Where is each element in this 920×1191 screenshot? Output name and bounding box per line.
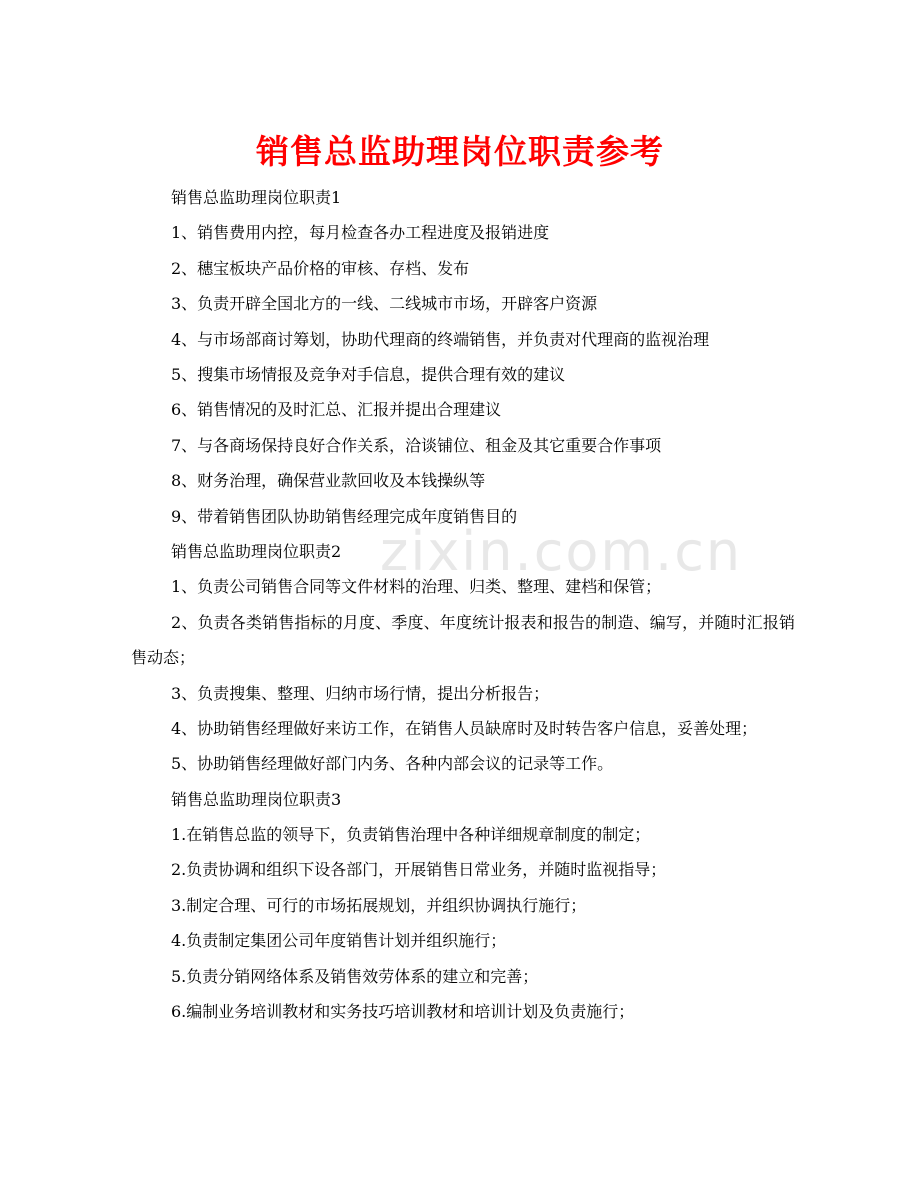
- paragraph: 3、负责开辟全国北方的一线、二线城市市场，开辟客户资源: [171, 294, 598, 314]
- paragraph: 7、与各商场保持良好合作关系，洽谈铺位、租金及其它重要合作事项: [171, 435, 662, 455]
- paragraph: 5.负责分销网络体系及销售效劳体系的建立和完善；: [171, 966, 539, 986]
- section-heading-3: 销售总监助理岗位职责3: [171, 789, 342, 809]
- paragraph: 6.编制业务培训教材和实务技巧培训教材和培训计划及负责施行；: [171, 1002, 635, 1022]
- paragraph: 9、带着销售团队协助销售经理完成年度销售目的: [171, 506, 518, 526]
- paragraph: 5、搜集市场情报及竞争对手信息，提供合理有效的建议: [171, 364, 566, 384]
- paragraph: 8、财务治理，确保营业款回收及本钱操纵等: [171, 471, 486, 491]
- paragraph: 4、协助销售经理做好来访工作，在销售人员缺席时及时转告客户信息，妥善处理；: [171, 718, 758, 738]
- section-heading-2: 销售总监助理岗位职责2: [171, 541, 342, 561]
- paragraph: 6、销售情况的及时汇总、汇报并提出合理建议: [171, 400, 502, 420]
- document-body: [131, 180, 795, 1029]
- paragraph: 1、销售费用内控，每月检查各办工程进度及报销进度: [171, 223, 550, 243]
- paragraph: 2.负责协调和组织下设各部门，开展销售日常业务，并随时监视指导；: [171, 860, 667, 880]
- paragraph: 2、穗宝板块产品价格的审核、存档、发布: [171, 258, 470, 278]
- document-title: 销售总监助理岗位职责参考: [256, 132, 664, 171]
- paragraph: 2、负责各类销售指标的月度、季度、年度统计报表和报告的制造、编写，并随时汇报销售动态；: [131, 612, 795, 668]
- watermark: zixin.com.cn: [380, 520, 743, 583]
- paragraph: 3、负责搜集、整理、归纳市场行情，提出分析报告；: [171, 683, 550, 703]
- section-heading-1: 销售总监助理岗位职责1: [171, 188, 342, 207]
- paragraph: 4.负责制定集团公司年度销售计划并组织施行；: [171, 931, 507, 951]
- paragraph: 3.制定合理、可行的市场拓展规划，并组织协调执行施行；: [171, 895, 587, 915]
- paragraph: 5、协助销售经理做好部门内务、各种内部会议的记录等工作。: [171, 754, 614, 774]
- paragraph: 1、负责公司销售合同等文件材料的治理、归类、整理、建档和保管；: [171, 577, 662, 597]
- paragraph: 1.在销售总监的领导下，负责销售治理中各种详细规章制度的制定；: [171, 825, 651, 845]
- paragraph: 4、与市场部商讨筹划，协助代理商的终端销售，并负责对代理商的监视治理: [171, 329, 710, 349]
